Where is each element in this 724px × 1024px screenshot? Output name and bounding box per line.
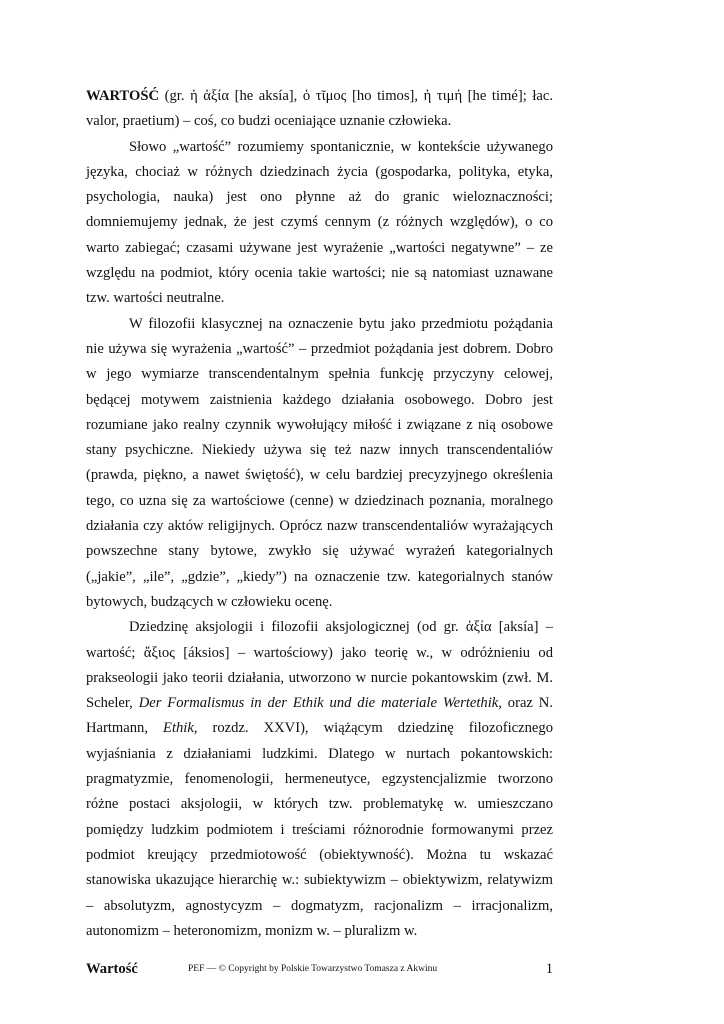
- paragraph-classical-philosophy: [86, 312, 553, 616]
- footer-copyright: PEF — © Copyright by Polskie Towarzystwo Tomasza z Akwinu: [188, 964, 438, 974]
- paragraph-text: Słowo „wartość” rozumiemy spontanicznie, w kontekście używanego języka, chociaż w różnych dziedzinach życia (gospodarka, polityka, etyka, psychologia, nauka) jest ono płynne aż do granic wieloznaczności; domniemujemy jednak, że jest czymś cennym (z różnych względów), o co warto zabiegać; czasami używane jest wyrażenie „wartości negatywne” – ze względu na podmiot, który ocenia takie wartości; nie są natomiast uznawane tzw. wartości neutralne.: [86, 138, 553, 307]
- book-title-hartmann: Ethik: [163, 720, 194, 737]
- paragraph-axiology: [86, 615, 553, 944]
- paragraph-colloquial-usage: [86, 135, 553, 312]
- page-footer: [86, 961, 553, 981]
- entry-headword: WARTOŚĆ: [86, 88, 160, 104]
- page-number: 1: [545, 961, 553, 977]
- paragraph-text: , rozdz. XXVI), wiążącym dziedzinę filozoficznego wyjaśniania z działaniami ludzkimi. Dlatego w nurtach pokantowskich: pragmatyzmie, fenomenologii, hermeneutyce, egzystencjalizmie tworzono różne postaci aksjologii, w których tzw. problematykę w. umieszczano pomiędzy ludzkim podmiotem i treściami różnorodnie formowanymi przez podmiot kreujący przedmiotowość (obiektywność). Można tu wskazać stanowiska ukazujące hierarchię w.: subiektywizm – obiektywizm, relatywizm – absolutyzm, agnostycyzm – dogmatyzm, racjonalizm – irracjonalizm, autonomizm – heteronomizm, monizm w. – pluralizm w.: [86, 720, 553, 939]
- book-title-scheler: Der Formalismus in der Ethik und die materiale Wertethik: [138, 695, 499, 712]
- paragraph-definition: [86, 84, 553, 135]
- footer-title: Wartość: [86, 961, 138, 977]
- definition-text: (gr. ἡ ἀξία [he aksía], ὁ τῖμος [ho timos], ἡ τιμή [he timé]; łac. valor, praetium) – coś, co budzi oceniające uznanie człowieka.: [86, 88, 553, 130]
- paragraph-text: W filozofii klasycznej na oznaczenie bytu jako przedmiotu pożądania nie używa się wyrażenia „wartość” – przedmiot pożądania jest dobrem. Dobro w jego wymiarze transcendentalnym spełnia funkcję przyczyny celowej, będącej motywem zaistnienia każdego działania osobowego. Dobro jest rozumiane jako realny czynnik wywołujący miłość i związane z nią osobowe stany psychiczne. Niekiedy używa się też nazw innych transcendentaliów (prawda, piękno, a nawet świętość), w celu bardziej precyzyjnego określenia tego, co uzna się za wartościowe (cenne) w dziedzinach poznania, moralnego działania czy aktów religijnych. Oprócz nazw transcendentaliów wyrażających powszechne stany bytowe, zwykło się używać wyrażeń kategorialnych („jakie”, „ile”, „gdzie”, „kiedy”) na oznaczenie tzw. kategorialnych stanów bytowych, budzących w człowieku ocenę.: [86, 315, 553, 610]
- paragraph-text: Dziedzinę aksjologii i filozofii aksjologicznej (od gr. ἀξία [aksía] – wartość; ἄξιος [áksios] – wartościowy) jako teorię w., w odróżnieniu od prakseologii jako teorii działania, utworzono w nurcie pokantowskim (zwł. M. Scheler,: [86, 619, 553, 712]
- document-body: [86, 84, 553, 944]
- paragraph-text: , oraz N. Hartmann,: [86, 695, 553, 737]
